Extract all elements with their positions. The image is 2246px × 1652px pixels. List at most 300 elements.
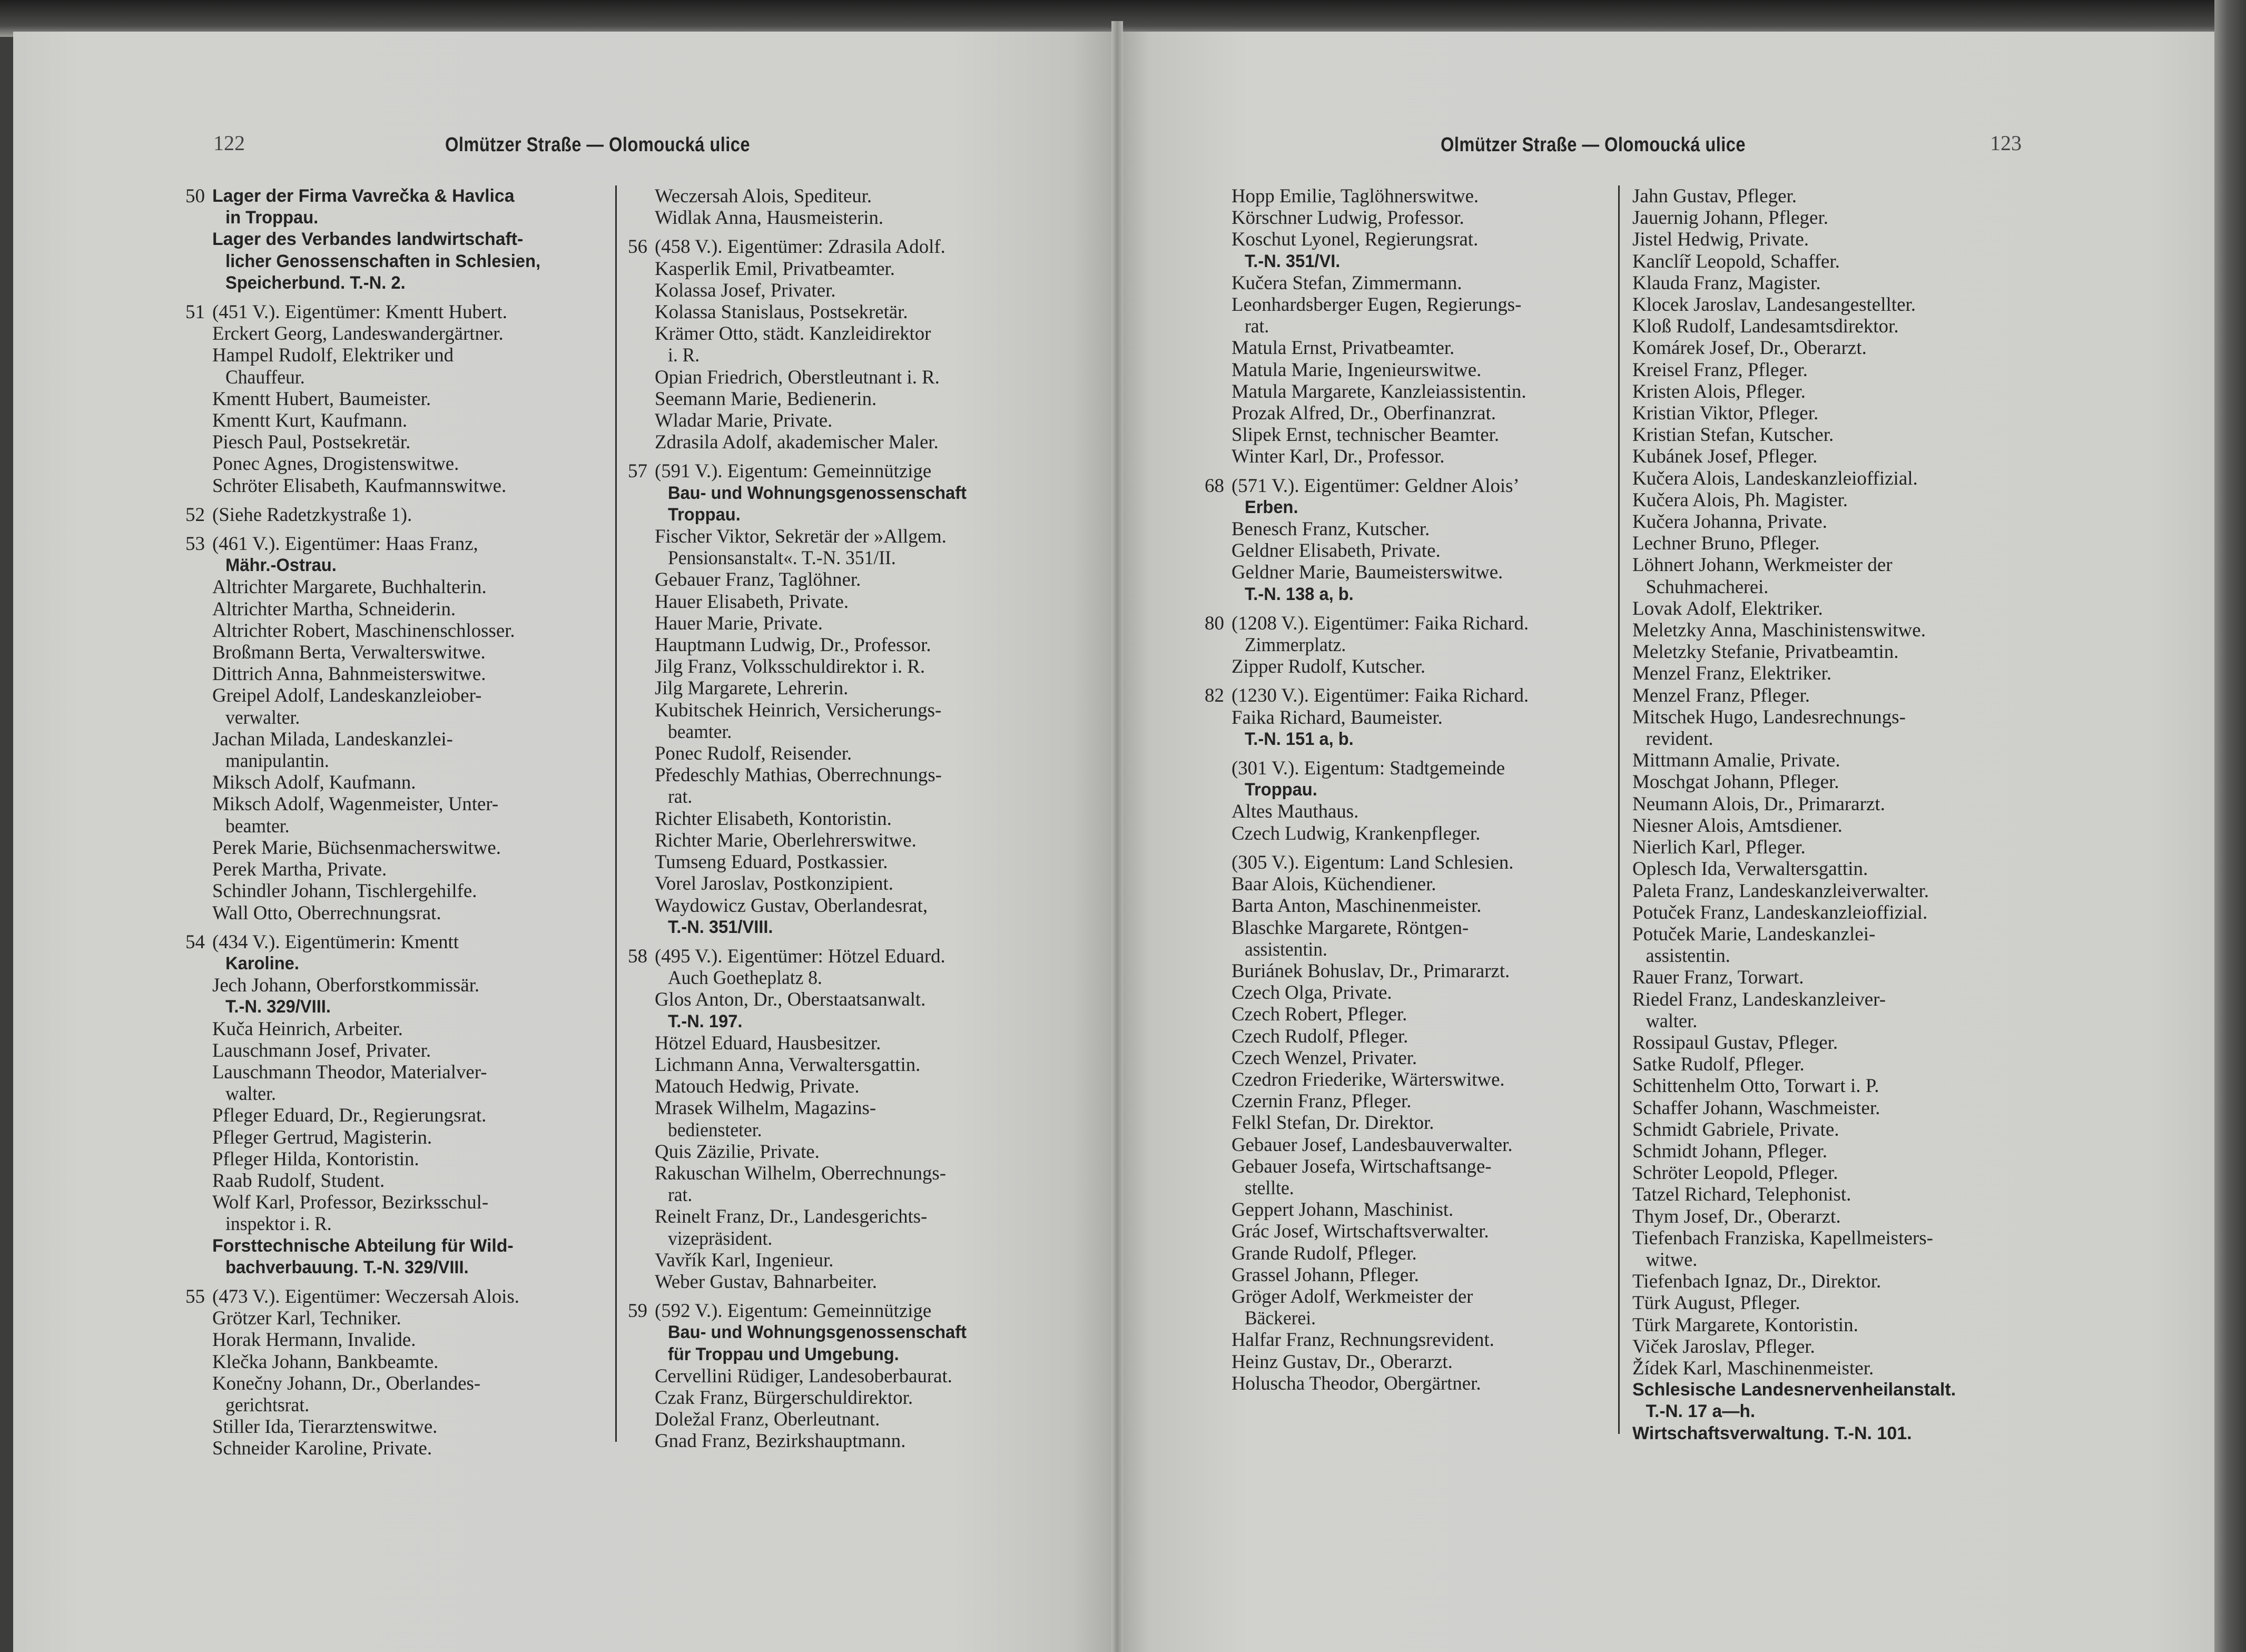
entry-line: Lechner Bruno, Pfleger. (1632, 533, 1820, 555)
entry-line: Klečka Johann, Bankbeamte. (212, 1351, 439, 1373)
entry-line: Czech Robert, Pfleger. (1232, 1004, 1407, 1026)
entry-line: Blaschke Margarete, Röntgen- (1232, 917, 1469, 939)
entry-line: Widlak Anna, Hausmeisterin. (655, 207, 884, 229)
entry-line: Czernin Franz, Pfleger. (1232, 1090, 1412, 1113)
entry-line: vizepräsident. (667, 1227, 773, 1250)
entry-line: Oplesch Ida, Verwaltersgattin. (1632, 858, 1868, 880)
entry-line: Schmidt Gabriele, Private. (1632, 1118, 1839, 1140)
house-number: 56 (628, 236, 647, 258)
entry-line: Matula Margarete, Kanzleiassistentin. (1232, 380, 1526, 402)
entry-line: Auch Goetheplatz 8. (667, 967, 822, 989)
entry-line-bold: Mähr.-Ostrau. (225, 555, 337, 576)
directory-entry (1196, 852, 1617, 1394)
entry-line: Kučera Alois, Ph. Magister. (1632, 489, 1848, 511)
directory-entry (1196, 475, 1617, 605)
entry-line: Gnad Franz, Bezirkshauptmann. (655, 1430, 906, 1452)
entry-line: Perek Martha, Private. (212, 859, 387, 881)
entry-line: Kreisel Franz, Pfleger. (1632, 359, 1808, 381)
entry-line: Richter Elisabeth, Kontoristin. (655, 808, 892, 830)
entry-line: Zimmerplatz. (1244, 634, 1346, 656)
entry-line: Türk Margarete, Kontoristin. (1632, 1314, 1858, 1336)
entry-gap (176, 497, 614, 504)
entry-line-bold: für Troppau und Umgebung. (667, 1344, 899, 1364)
entry-line: Hopp Emilie, Taglöhnerswitwe. (1232, 185, 1479, 207)
entry-line: (571 V.). Eigentümer: Geldner Alois’ (1232, 475, 1520, 497)
entry-gap (176, 294, 614, 301)
right-page-number: 123 (1990, 131, 2022, 155)
entry-line: Reinelt Franz, Dr., Landesgerichts- (655, 1206, 928, 1228)
entry-line: Menzel Franz, Elektriker. (1632, 663, 1832, 685)
entry-line: verwalter. (225, 706, 300, 729)
entry-lines (1232, 685, 1617, 750)
house-number: 57 (628, 460, 647, 483)
entry-line-bold: T.-N. 197. (667, 1011, 743, 1031)
entry-line: Schmidt Johann, Pfleger. (1632, 1140, 1827, 1162)
entry-line: Altrichter Margarete, Buchhalterin. (212, 576, 487, 598)
entry-gap (176, 924, 614, 931)
entry-line: Žídek Karl, Maschinenmeister. (1632, 1357, 1874, 1379)
entry-line: Jachan Milada, Landeskanzlei- (212, 728, 453, 750)
entry-line: Grác Josef, Wirtschaftsverwalter. (1232, 1221, 1489, 1243)
entry-line: Potuček Marie, Landeskanzlei- (1632, 923, 1876, 945)
entry-line: Doležal Franz, Oberleutnant. (655, 1409, 880, 1431)
entry-line: Klocek Jaroslav, Landesangestellter. (1632, 294, 1916, 316)
directory-entry (1196, 758, 1617, 844)
entry-line-bold: T.-N. 138 a, b. (1244, 584, 1354, 604)
house-number: 52 (185, 504, 205, 526)
entry-line: Ponec Agnes, Drogistenswitwe. (212, 453, 459, 475)
entry-lines (1232, 185, 1617, 468)
entry-gap (1196, 750, 1617, 758)
entry-line: Pensionsanstalt«. T.-N. 351/II. (667, 547, 896, 569)
entry-gap (619, 229, 1040, 236)
entry-line: Hampel Rudolf, Elektriker und (212, 345, 454, 367)
entry-line: rat. (667, 1184, 693, 1206)
entry-line: Zipper Rudolf, Kutscher. (1232, 656, 1426, 678)
entry-line: Kučera Alois, Landeskanzleioffizial. (1632, 467, 1918, 489)
entry-line: Piesch Paul, Postsekretär. (212, 431, 411, 454)
entry-line: Schneider Karoline, Private. (212, 1438, 432, 1460)
entry-line: Thym Josef, Dr., Oberarzt. (1632, 1205, 1841, 1227)
entry-line: Jistel Hedwig, Private. (1632, 229, 1809, 251)
entry-line: Seemann Marie, Bedienerin. (655, 388, 877, 410)
entry-line: Pfleger Hilda, Kontoristin. (212, 1148, 419, 1170)
entry-line-bold: in Troppau. (225, 208, 319, 228)
entry-line: Tumseng Eduard, Postkassier. (655, 851, 888, 873)
entry-line: Fischer Viktor, Sekretär der »Allgem. (655, 526, 947, 548)
entry-line: Lovak Adolf, Elektriker. (1632, 597, 1823, 620)
entry-line: Kristian Stefan, Kutscher. (1632, 424, 1834, 446)
entry-lines (655, 185, 1040, 229)
entry-line: Rossipaul Gustav, Pfleger. (1632, 1031, 1838, 1054)
house-number: 58 (628, 945, 647, 967)
entry-line: Holuscha Theodor, Obergärtner. (1232, 1372, 1481, 1394)
entry-lines (212, 931, 614, 1279)
entry-line: (592 V.). Eigentum: Gemeinnützige (655, 1300, 932, 1322)
right-page-column-1 (1196, 185, 1617, 1394)
entry-line: Kuča Heinrich, Arbeiter. (212, 1018, 403, 1040)
entry-line: Altes Mauthaus. (1232, 801, 1359, 823)
entry-line: Gebauer Josefa, Wirtschaftsange- (1232, 1155, 1492, 1177)
house-number: 50 (185, 185, 205, 207)
entry-lines (212, 185, 614, 294)
entry-line: Kolassa Stanislaus, Postsekretär. (655, 301, 908, 323)
entry-line-bold: T.-N. 329/VIII. (225, 997, 331, 1017)
entry-line: Geldner Marie, Baumeisterswitwe. (1232, 562, 1503, 584)
entry-line: Greipel Adolf, Landeskanzleiober- (212, 685, 482, 707)
entry-line: Waydowicz Gustav, Oberlandesrat, (655, 894, 928, 917)
entry-gap (176, 1279, 614, 1286)
entry-line: Gebauer Franz, Taglöhner. (655, 569, 861, 591)
directory-entry (176, 931, 614, 1279)
entry-line: Komárek Josef, Dr., Oberarzt. (1632, 337, 1867, 359)
entry-line: Buriánek Bohuslav, Dr., Primararzt. (1232, 960, 1510, 982)
entry-line: Heinz Gustav, Dr., Oberarzt. (1232, 1351, 1453, 1373)
directory-entry (619, 1300, 1040, 1452)
entry-line: Geppert Johann, Maschinist. (1232, 1199, 1454, 1221)
entry-line-bold: Bau- und Wohnungsgenossenschaft (667, 1322, 967, 1343)
entry-lines (1632, 185, 2062, 1444)
entry-line: Hauer Marie, Private. (655, 612, 823, 634)
entry-line: Viček Jaroslav, Pfleger. (1632, 1335, 1815, 1358)
entry-line-bold: Wirtschaftsverwaltung. T.-N. 101. (1632, 1423, 1912, 1443)
entry-line: Grande Rudolf, Pfleger. (1232, 1242, 1417, 1264)
entry-gap (1196, 844, 1617, 852)
entry-line: Baar Alois, Küchendiener. (1232, 873, 1436, 896)
entry-lines (212, 504, 614, 526)
entry-line: Erckert Georg, Landeswandergärtner. (212, 323, 504, 345)
left-page-number: 122 (213, 131, 245, 155)
entry-line: Kloß Rudolf, Landesamtsdirektor. (1632, 316, 1899, 338)
entry-line: (473 V.). Eigentümer: Weczersah Alois. (212, 1285, 519, 1307)
entry-line: Riedel Franz, Landeskanzleiver- (1632, 988, 1886, 1010)
entry-lines (1232, 758, 1617, 844)
entry-line-bold: T.-N. 151 a, b. (1244, 729, 1354, 749)
entry-line: Czedron Friederike, Wärterswitwe. (1232, 1068, 1505, 1090)
entry-line: Chauffeur. (225, 366, 305, 388)
entry-line: Körschner Ludwig, Professor. (1232, 207, 1464, 229)
entry-gap (1196, 468, 1617, 475)
entry-line: walter. (225, 1083, 276, 1105)
entry-lines (655, 460, 1040, 938)
entry-line: Barta Anton, Maschinenmeister. (1232, 895, 1482, 917)
entry-line: Schaffer Johann, Waschmeister. (1632, 1097, 1880, 1119)
entry-line: Cervellini Rüdiger, Landesoberbaurat. (655, 1365, 952, 1387)
entry-line-bold: T.-N. 351/VIII. (667, 917, 773, 937)
entry-line-bold: T.-N. 351/VI. (1244, 251, 1341, 271)
entry-gap (176, 526, 614, 533)
entry-line: Lichmann Anna, Verwaltersgattin. (655, 1054, 921, 1076)
right-running-head-text: Olmützer Straße — Olomoucká ulice (1441, 134, 1746, 156)
entry-line: Tiefenbach Ignaz, Dr., Direktor. (1632, 1271, 1881, 1293)
entry-line: Hötzel Eduard, Hausbesitzer. (655, 1032, 881, 1054)
entry-line: Kasperlik Emil, Privatbeamter. (655, 258, 895, 280)
entry-line: manipulantin. (225, 750, 329, 772)
entry-line: Vorel Jaroslav, Postkonzipient. (655, 873, 893, 895)
house-number (619, 185, 655, 229)
entry-line: Benesch Franz, Kutscher. (1232, 518, 1430, 540)
entry-line: Ponec Rudolf, Reisender. (655, 743, 852, 765)
entry-line: Kristian Viktor, Pfleger. (1632, 402, 1819, 425)
entry-line: revident. (1646, 728, 1713, 750)
entry-line-bold: licher Genossenschaften in Schlesien, (225, 251, 541, 271)
entry-line: assistentin. (1646, 945, 1730, 967)
directory-entry (619, 185, 1040, 229)
entry-gap (619, 1293, 1040, 1300)
entry-line: Wall Otto, Oberrechnungsrat. (212, 902, 441, 924)
entry-line: Satke Rudolf, Pfleger. (1632, 1054, 1805, 1076)
entry-line: Lauschmann Josef, Privater. (212, 1039, 431, 1061)
entry-line: (1230 V.). Eigentümer: Faika Richard. (1232, 685, 1529, 707)
entry-line: Faika Richard, Baumeister. (1232, 706, 1443, 729)
entry-line: i. R. (667, 345, 700, 367)
entry-line: Jech Johann, Oberforstkommissär. (212, 975, 480, 997)
entry-line: assistentin. (1244, 938, 1327, 960)
entry-line: Meletzky Stefanie, Privatbeamtin. (1632, 641, 1899, 663)
entry-line: (Siehe Radetzkystraße 1). (212, 504, 412, 526)
entry-line: Matouch Hedwig, Private. (655, 1076, 860, 1098)
entry-line: Pfleger Eduard, Dr., Regierungsrat. (212, 1105, 487, 1127)
entry-line: Kristen Alois, Pfleger. (1632, 380, 1806, 402)
column-divider (1618, 185, 1620, 1434)
entry-line: Hauer Elisabeth, Private. (655, 591, 849, 613)
directory-entry (176, 504, 614, 526)
entry-line: Vavřík Karl, Ingenieur. (655, 1249, 834, 1271)
entry-line: Wolf Karl, Professor, Bezirksschul- (212, 1192, 489, 1214)
entry-lines (1232, 852, 1617, 1394)
entry-line: Horak Hermann, Invalide. (212, 1329, 416, 1351)
right-page-column-2 (1625, 185, 2062, 1444)
entry-line: Rakuschan Wilhelm, Oberrechnungs- (655, 1162, 946, 1184)
right-running-head (1441, 132, 1795, 156)
entry-line: gerichtsrat. (225, 1394, 310, 1416)
entry-line: Kubitschek Heinrich, Versicherungs- (655, 699, 942, 721)
entry-line: Tatzel Richard, Telephonist. (1632, 1184, 1851, 1206)
entry-line: Gebauer Josef, Landesbauverwalter. (1232, 1134, 1513, 1156)
entry-line-bold: Lager der Firma Vavrečka & Havlica (212, 186, 515, 206)
entry-line: walter. (1646, 1010, 1698, 1032)
directory-entry (176, 185, 614, 294)
left-running-head (445, 132, 800, 156)
entry-line: (461 V.). Eigentümer: Haas Franz, (212, 533, 478, 555)
entry-line-bold: T.-N. 17 a—h. (1646, 1401, 1756, 1422)
directory-entry (1196, 685, 1617, 750)
entry-lines (1232, 475, 1617, 605)
entry-gap (1196, 677, 1617, 685)
entry-line: Glos Anton, Dr., Oberstaatsanwalt. (655, 989, 926, 1011)
entry-line: Klauda Franz, Magister. (1632, 272, 1821, 294)
left-page-column-2 (619, 185, 1040, 1452)
entry-line: Türk August, Pfleger. (1632, 1292, 1800, 1314)
entry-line: rat. (667, 786, 693, 808)
entry-line: Broßmann Berta, Verwalterswitwe. (212, 642, 486, 664)
entry-line: (458 V.). Eigentümer: Zdrasila Adolf. (655, 236, 945, 258)
entry-line-bold: Troppau. (667, 504, 741, 525)
house-number: 54 (185, 931, 205, 953)
entry-line: Schröter Leopold, Pfleger. (1632, 1162, 1838, 1184)
directory-entry (1196, 185, 1617, 468)
entry-line: beamter. (225, 815, 290, 837)
house-number: 53 (185, 533, 205, 555)
entry-line: stellte. (1244, 1177, 1294, 1199)
entry-line: Slipek Ernst, technischer Beamter. (1232, 424, 1500, 446)
house-number: 59 (628, 1300, 647, 1322)
entry-line: Altrichter Martha, Schneiderin. (212, 598, 456, 620)
entry-line: Kanclíř Leopold, Schaffer. (1632, 250, 1840, 272)
directory-entry (1196, 613, 1617, 678)
entry-line: Halfar Franz, Rechnungsrevident. (1232, 1329, 1494, 1351)
entry-line: Meletzky Anna, Maschinistenswitwe. (1632, 620, 1926, 642)
entry-line: Kučera Johanna, Private. (1632, 511, 1827, 533)
entry-line: (1208 V.). Eigentümer: Faika Richard. (1232, 612, 1529, 634)
entry-line: Matula Ernst, Privatbeamter. (1232, 337, 1455, 359)
house-number: 55 (185, 1285, 205, 1307)
entry-line-bold: Schlesische Landesnervenheilanstalt. (1632, 1380, 1956, 1400)
entry-line: (305 V.). Eigentum: Land Schlesien. (1232, 851, 1514, 873)
entry-line: Zdrasila Adolf, akademischer Maler. (655, 431, 939, 454)
house-number: 68 (1205, 475, 1224, 497)
entry-line: Hauptmann Ludwig, Dr., Professor. (655, 634, 931, 656)
entry-lines (655, 236, 1040, 453)
entry-line: Jahn Gustav, Pfleger. (1632, 185, 1797, 207)
entry-line: Kmentt Kurt, Kaufmann. (212, 410, 408, 432)
entry-line: Miksch Adolf, Kaufmann. (212, 772, 416, 794)
entry-line: Mittmann Amalie, Private. (1632, 750, 1840, 772)
entry-line: Niesner Alois, Amtsdiener. (1632, 814, 1843, 837)
entry-line: Richter Marie, Oberlehrerswitwe. (655, 829, 917, 851)
entry-line: Czech Wenzel, Privater. (1232, 1047, 1417, 1069)
entry-line: Krämer Otto, städt. Kanzleidirektor (655, 323, 931, 345)
entry-line: Schittenhelm Otto, Torwart i. P. (1632, 1075, 1879, 1097)
entry-line: Dittrich Anna, Bahnmeisterswitwe. (212, 663, 486, 685)
house-number (1196, 758, 1232, 844)
entry-line-bold: Karoline. (225, 953, 299, 974)
entry-line-bold: Speicherbund. T.-N. 2. (225, 272, 406, 293)
entry-line: (591 V.). Eigentum: Gemeinnützige (655, 460, 932, 483)
entry-lines (212, 301, 614, 497)
entry-line: Schuhmacherei. (1646, 576, 1769, 598)
house-number (1625, 185, 1632, 1444)
entry-line-bold: Erben. (1244, 497, 1298, 517)
entry-line: Koschut Lyonel, Regierungsrat. (1232, 229, 1479, 251)
entry-line: Löhnert Johann, Werkmeister der (1632, 554, 1893, 576)
entry-line: Weber Gustav, Bahnarbeiter. (655, 1271, 877, 1293)
entry-line: Felkl Stefan, Dr. Direktor. (1232, 1112, 1434, 1134)
entry-gap (619, 453, 1040, 460)
entry-line: Konečny Johann, Dr., Oberlandes- (212, 1372, 481, 1394)
entry-line: Neumann Alois, Dr., Primararzt. (1632, 793, 1885, 815)
entry-line: Kubánek Josef, Pfleger. (1632, 446, 1818, 468)
column-divider (615, 185, 617, 1442)
entry-line: Moschgat Johann, Pfleger. (1632, 771, 1839, 793)
directory-entry (619, 236, 1040, 453)
entry-line: Grötzer Karl, Techniker. (212, 1307, 401, 1330)
entry-line: Jilg Franz, Volksschuldirektor i. R. (655, 656, 925, 678)
directory-entry (619, 460, 1040, 938)
entry-line: Perek Marie, Büchsenmacherswitwe. (212, 837, 501, 859)
entry-lines (212, 1286, 614, 1460)
entry-line: Tiefenbach Franziska, Kapellmeisters- (1632, 1227, 1933, 1249)
entry-line: Schindler Johann, Tischlergehilfe. (212, 880, 477, 902)
entry-line: Lauschmann Theodor, Materialver- (212, 1061, 487, 1083)
house-number (1196, 185, 1232, 468)
entry-line: Jilg Margarete, Lehrerin. (655, 677, 849, 700)
left-page-column-1 (176, 185, 614, 1460)
entry-line: Pfleger Gertrud, Magisterin. (212, 1126, 432, 1148)
entry-line-bold: Forsttechnische Abteilung für Wild- (212, 1235, 514, 1256)
entry-line: Quis Zäzilie, Private. (655, 1140, 820, 1163)
entry-line: Raab Rudolf, Student. (212, 1169, 385, 1192)
directory-entry (619, 946, 1040, 1293)
entry-line: Nierlich Karl, Pfleger. (1632, 837, 1806, 859)
entry-line: Grassel Johann, Pfleger. (1232, 1264, 1419, 1286)
entry-line: Czech Olga, Private. (1232, 982, 1392, 1004)
entry-line: inspektor i. R. (225, 1213, 332, 1235)
entry-line: Geldner Elisabeth, Private. (1232, 540, 1441, 562)
entry-line: Kučera Stefan, Zimmermann. (1232, 272, 1462, 294)
entry-line: witwe. (1646, 1248, 1698, 1271)
entry-line: Paleta Franz, Landeskanzleiverwalter. (1632, 880, 1929, 902)
entry-line-bold: Lager des Verbandes landwirtschaft- (212, 229, 524, 250)
directory-entry (176, 533, 614, 924)
entry-lines (212, 533, 614, 924)
entry-line: Menzel Franz, Pfleger. (1632, 684, 1810, 706)
entry-line: Czech Rudolf, Pfleger. (1232, 1025, 1408, 1047)
entry-line: (451 V.). Eigentümer: Kmentt Hubert. (212, 301, 507, 323)
entry-line: Rauer Franz, Torwart. (1632, 967, 1804, 989)
house-number: 80 (1205, 612, 1224, 634)
house-number: 51 (185, 301, 205, 323)
entry-line: Leonhardsberger Eugen, Regierungs- (1232, 294, 1522, 316)
entry-line: Altrichter Robert, Maschinenschlosser. (212, 620, 515, 642)
entry-line: Weczersah Alois, Spediteur. (655, 185, 872, 207)
scan-right-edge (2214, 0, 2246, 1652)
entry-line: bediensteter. (667, 1119, 762, 1141)
entry-line: Winter Karl, Dr., Professor. (1232, 446, 1445, 468)
entry-gap (1196, 605, 1617, 613)
entry-line: Czech Ludwig, Krankenpfleger. (1232, 822, 1481, 844)
entry-line: Matula Marie, Ingenieurswitwe. (1232, 359, 1482, 381)
entry-line: Jauernig Johann, Pfleger. (1632, 207, 1828, 229)
entry-line: Bäckerei. (1244, 1307, 1316, 1330)
entry-line-bold: Bau- und Wohnungsgenossenschaft (667, 483, 967, 503)
entry-lines (1232, 613, 1617, 678)
entry-line: Gröger Adolf, Werkmeister der (1232, 1285, 1473, 1307)
entry-line: beamter. (667, 721, 732, 743)
entry-line: (434 V.). Eigentümerin: Kmentt (212, 931, 459, 953)
directory-entry (1625, 185, 2062, 1444)
entry-line: rat. (1244, 316, 1269, 338)
entry-line: Mitschek Hugo, Landesrechnungs- (1632, 706, 1906, 728)
directory-entry (176, 301, 614, 497)
entry-line: Prozak Alfred, Dr., Oberfinanzrat. (1232, 402, 1496, 425)
entry-gap (619, 938, 1040, 946)
entry-line: Předeschly Mathias, Oberrechnungs- (655, 764, 942, 786)
book-gutter (1111, 21, 1123, 1652)
house-number (1196, 852, 1232, 1394)
directory-entry (176, 1286, 614, 1460)
entry-line: Opian Friedrich, Oberstleutnant i. R. (655, 366, 940, 388)
entry-line: Mrasek Wilhelm, Magazins- (655, 1097, 876, 1119)
entry-line: (301 V.). Eigentum: Stadtgemeinde (1232, 758, 1505, 780)
entry-line-bold: bachverbauung. T.-N. 329/VIII. (225, 1257, 469, 1277)
entry-line: Wladar Marie, Private. (655, 410, 833, 432)
entry-line: Kmentt Hubert, Baumeister. (212, 388, 431, 410)
entry-line: Czak Franz, Bürgerschuldirektor. (655, 1386, 913, 1409)
entry-lines (655, 1300, 1040, 1452)
entry-line: Kolassa Josef, Privater. (655, 279, 836, 301)
left-running-head-text: Olmützer Straße — Olomoucká ulice (445, 134, 750, 156)
